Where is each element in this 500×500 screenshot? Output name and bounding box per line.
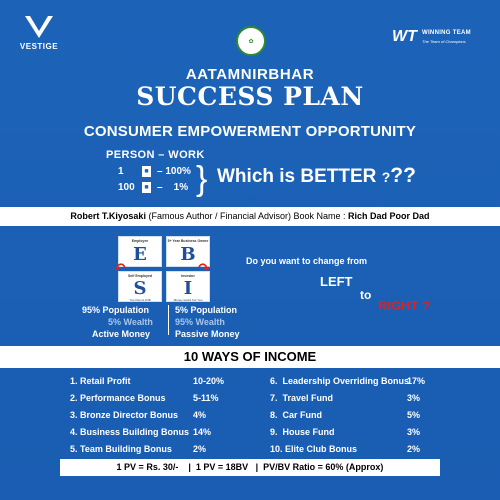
quadrant-b-label: 5+ Year Business Owner [167, 239, 209, 243]
person-count: 100 [118, 182, 135, 194]
author-name: Robert T.Kiyosaki [70, 211, 146, 221]
question-better: BETTER [300, 166, 377, 187]
left-money-type: Active Money [92, 329, 151, 339]
right-population: 5% Population [175, 305, 238, 315]
change-question: Do you want to change from [246, 256, 368, 266]
income-percent: 2% [407, 444, 421, 454]
vestige-wordmark: VESTIGE [19, 42, 59, 51]
cashflow-quadrant [114, 236, 210, 302]
change-left: LEFT [320, 274, 353, 289]
which-is-better-question [217, 164, 416, 188]
winning-team-name: WINNING TEAM [422, 30, 471, 36]
brace-icon: } [196, 160, 208, 198]
work-percent: – 1% [157, 182, 189, 194]
quadrant-b-letter: B [180, 244, 196, 265]
book-name: Rich Dad Poor Dad [348, 211, 430, 221]
income-percent: 4% [193, 410, 207, 420]
income-name: 6. Leadership Overriding Bonus [270, 376, 410, 386]
vestige-logo [14, 14, 64, 51]
income-name: 1. Retail Profit [70, 376, 131, 386]
income-name: 4. Business Building Bonus [70, 427, 190, 437]
success-plan-title: SUCCESS PLAN [136, 82, 364, 111]
person-icon: ■ [142, 182, 151, 193]
quadrant-s-sub: You Own A JOB [129, 298, 151, 302]
income-name: 9. House Fund [270, 427, 335, 437]
person-count: 1 [118, 166, 124, 178]
author-bar [0, 207, 500, 226]
question-marks-big: ?? [390, 164, 416, 187]
quadrant-i-label: Investor [181, 274, 195, 278]
quadrant-i-letter: I [183, 278, 193, 299]
question-mark-small: ? [381, 169, 391, 185]
right-money-type: Passive Money [175, 329, 240, 339]
aatmnirbhar-title: AATAMNIRBHAR [185, 66, 315, 83]
income-percent: 5-11% [193, 393, 219, 403]
income-name: 7. Travel Fund [270, 393, 334, 403]
left-wealth: 5% Wealth [108, 317, 153, 327]
question-prefix: Which is [217, 166, 301, 187]
red-arrow-left-icon: ↶ [114, 260, 126, 276]
income-percent: 3% [407, 393, 421, 403]
change-right: RIGHT ? [378, 298, 430, 313]
winning-team-logo [392, 28, 492, 50]
change-to: to [360, 288, 372, 302]
person-work-row [118, 166, 191, 177]
income-name: 10. Elite Club Bonus [270, 444, 358, 454]
income-percent: 17% [407, 376, 426, 386]
consumer-empowerment-title: CONSUMER EMPOWERMENT OPPORTUNITY [83, 123, 417, 140]
person-work-heading: PERSON – WORK [106, 149, 205, 161]
income-percent: 3% [407, 427, 421, 437]
quadrant-s-label: Self Employed [127, 274, 153, 278]
work-percent: – 100% [157, 166, 191, 178]
quadrant-e-letter: E [133, 244, 147, 265]
author-description: (Famous Author / Financial Advisor) Book Name : [145, 211, 349, 221]
pv-bv-footer: 1 PV = Rs. 30/- | 1 PV = 18BV | PV/BV Ratio = 60% (Approx) [60, 459, 440, 476]
income-name: 5. Team Building Bonus [70, 444, 172, 454]
quadrant-s-letter: S [133, 278, 147, 299]
right-wealth: 95% Wealth [175, 317, 225, 327]
person-work-row [118, 182, 188, 193]
income-name: 8. Car Fund [270, 410, 323, 420]
red-arrow-right-icon: ↷ [198, 260, 210, 276]
income-percent: 14% [193, 427, 212, 437]
vestige-v-icon [19, 14, 59, 40]
winning-team-tagline: The Team of Champions [422, 39, 466, 44]
income-percent: 2% [193, 444, 207, 454]
person-icon: ■ [142, 166, 151, 177]
income-name: 3. Bronze Director Bonus [70, 410, 179, 420]
income-name: 2. Performance Bonus [70, 393, 166, 403]
population-divider [168, 305, 169, 335]
quadrant-e-label: Employee [131, 239, 149, 243]
ways-of-income-heading: 10 WAYS OF INCOME [0, 346, 500, 368]
income-percent: 5% [407, 410, 421, 420]
wt-monogram-icon: WT [392, 28, 417, 45]
left-population: 95% Population [82, 305, 150, 315]
income-percent: 10-20% [193, 376, 225, 386]
aatmnirbhar-emblem-icon: ✿ [236, 26, 266, 56]
quadrant-i-sub: Money works For You [173, 298, 203, 302]
